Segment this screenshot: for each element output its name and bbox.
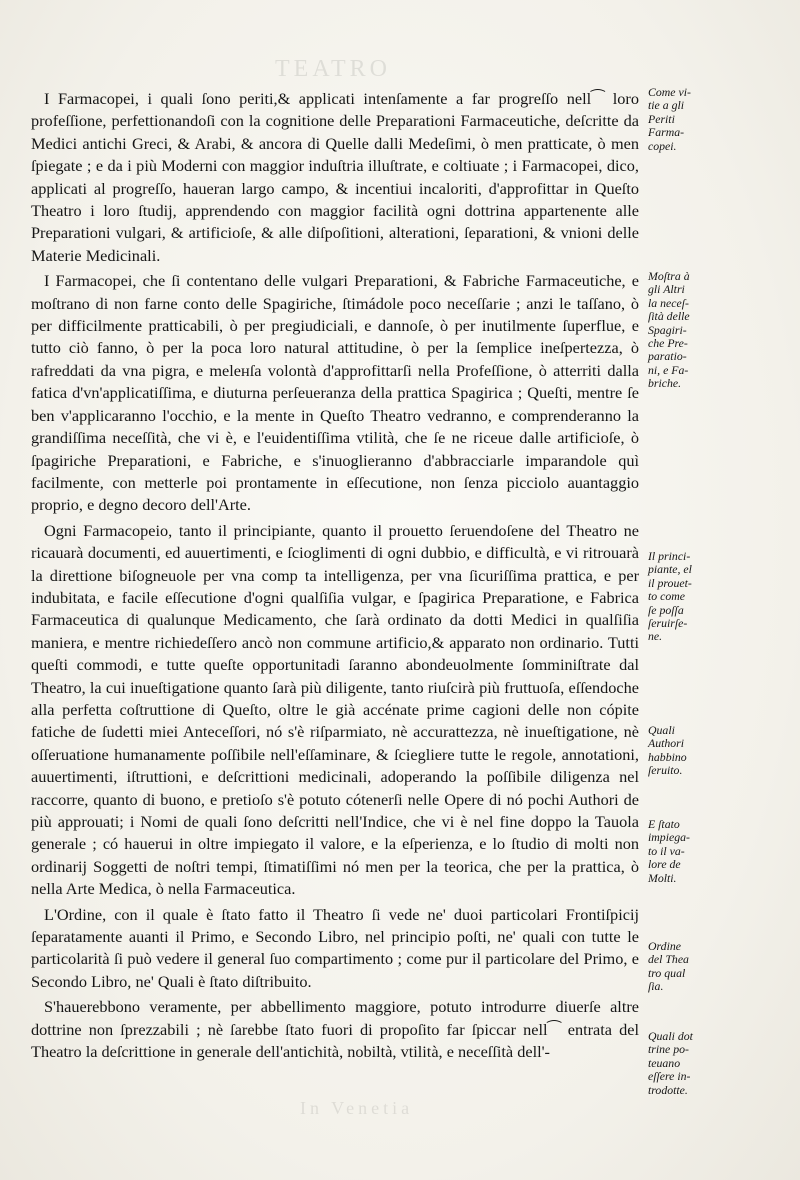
marginal-note-line: impiega- bbox=[648, 830, 690, 845]
marginal-note-line: Farma- bbox=[648, 125, 685, 140]
marginal-note-line: copei. bbox=[648, 138, 677, 153]
show-through-imprint: In Venetia bbox=[300, 1098, 414, 1118]
marginal-note-line: ni, e Fa- bbox=[648, 362, 689, 377]
marginal-note-line: to il va- bbox=[648, 843, 685, 858]
marginal-note-line: trine po- bbox=[648, 1042, 689, 1057]
paragraph-farmacopei-vulgari: I Farmacopei, che ſi contentano delle vulgari Preparationi, & Fabriche Farmaceutiche, e moſtrano di non farne conto delle Spagiriche, ſtimádole poco neceſſarie ; anzi le taſſano, ò per difficilmente pratticabili, ò per pregiudiciali, e dannoſe, ò per inutilmente ſuperflue, e tutto ciò fanno, ò per la poca loro natural attitudine, ò per la ſemplice ineſpertezza, ò rafreddati da vna pigra, e meleнſa volontà d'approfittarſi nella Profeſſione, ò atterriti dalla fatica d'vn'applicatiſſima, e diuturna perſeueranza della prattica Spagirica ; Queſti, mentre ſe ben v'applicaranno l'occhio, e la mente in Queſto Theatro vedranno, e comprenderanno la grandiſſima neceſſità, che vi è, e l'euidentiſſima vtilità, che ſe ne riceue dalle artificioſe, ò ſpagiriche Preparationi, e Fabriche, e s'inuoglieranno d'abbracciarle imparandole quì facilmente, con metterle poi prontamente in eſſecutione, non ſenza picciolo auantaggio proprio, e degno decoro dell'Arte. bbox=[31, 271, 639, 515]
marginal-note-line: tie a gli bbox=[648, 98, 685, 113]
marginal-note-dottrine bbox=[648, 1030, 710, 1097]
marginal-note-line: tro qual bbox=[648, 965, 686, 980]
marginal-note-line: Quali dot bbox=[648, 1029, 693, 1043]
marginal-note-line: Quali bbox=[648, 723, 675, 737]
show-through-title: TEATRO bbox=[275, 56, 391, 82]
paragraph-ogni-farmacopeio: Ogni Farmacopeio, tanto il principiante, quanto il prouetto ſeruendoſene del Theatro ne ricauarà documenti, ed auuertimenti, e ſcioglimenti di ogni dubbio, e difficultà, e vi ritrouarà la direttione biſogneuole per vna comp ta intelligenza, per vna ſicuriſſima prattica, e per indubitata, e facile eſſecutione d'ogni qualſiſia vulgar, e ſpagirica Preparatione, e Fabrica Farmaceutica di qualunque Medicamento, che ſarà ordinato da dotti Medici in qualſiſia maniera, e mentre richiedeſſero ancò non commune artificio,& apparato non ordinario. Tutti queſti commodi, e tutte queſte opportunitadi ſaranno abondeuolmente ſomminiſtrate dal Theatro, la cui inueſtigatione quanto ſarà più diligente, tanto riuſcirà più fruttuoſa, eſſendoche alla perfetta coſtruttione di Queſto, oltre le già accénate prime cagioni delle non cópite fatiche de ſudetti miei Anteceſſori, nó s'è riſparmiato, nè accurattezza, nè inueſtigatione, nè oſſeruatione humanamente poſſibile nell'eſſaminare, & ſciegliere tutte le regole, annotationi, auuertimenti, iſtruttioni, e deſcrittioni medicinali, adoperando la poſſibile diligenza nel raccorre, quanto di buono, e pretioſo s'è potuto cótenerſi nelle Opere di nó pochi Authori de più approuati; i Nomi de quali ſono deſcritti nell'Indice, che vi è nel fine doppo la Tauola generale ; có hauerui in oltre impiegato il valore, e la eſperienza, e lo ſtudio di molti non ordinarij Soggetti de noſtri tempi, ſtimatiſſimi nó men per la teorica, che per la prattica, ò nella Arte Medica, ò nella Farmaceutica. bbox=[31, 520, 639, 899]
marginal-note-line: teuano bbox=[648, 1055, 681, 1070]
marginal-note-periti bbox=[648, 86, 710, 153]
paragraph-dottrine: S'hauerebbono veramente, per abbellimento maggiore, potuto introdurre diuerſe altre dottrine non ſprezzabili ; nè ſarebbe ſtato fuori di propoſito far ſpiccar nell⁀ entrata del Theatro la deſcrittione in generale dell'antichità, nobiltà, vtilità, e neceſſità dell'- bbox=[31, 997, 639, 1062]
marginal-note-line: Ordine bbox=[648, 939, 681, 953]
marginal-note-line: ſità delle bbox=[648, 309, 690, 324]
marginal-note-line: ſia. bbox=[648, 979, 664, 994]
paragraph-ordine: L'Ordine, con il quale è ſtato fatto il Theatro ſi vede ne' duoi particolari Frontiſpicij ſeparatamente auanti il Primo, e Secondo Libro, nel principio poſti, ne' quali con tutte le particolarità ſi può vedere il general ſuo compartimento ; come pur il particolare del Primo, e Secondo Libro, ne' Quali è ſtato diſtribuito. bbox=[31, 904, 639, 991]
marginal-note-line: il prouet- bbox=[648, 575, 692, 590]
marginal-note-line: Come vi- bbox=[648, 85, 691, 99]
marginal-note-line: Molti. bbox=[648, 870, 677, 885]
marginal-note-line: briche. bbox=[648, 376, 682, 391]
marginal-note-authori bbox=[648, 724, 710, 778]
marginal-note-molti bbox=[648, 818, 710, 885]
marginal-note-principiante bbox=[648, 550, 710, 644]
marginal-note-line: ſeruirſe- bbox=[648, 616, 688, 631]
marginal-note-line: ne. bbox=[648, 629, 663, 644]
paragraph-farmacopei-periti: I Farmacopei, i quali ſono periti,& applicati intenſamente a far progreſſo nell⁀ loro profeſſione, perfettionandoſi con la cognitione delle Preparationi Farmaceutiche, deſcritte da Medici antichi Greci, & Arabi, & ancora di Quelle dalli Medeſimi, ò men pratticate, ò men ſpiegate ; e da i più Moderni con maggior induſtria illuſtrate, e coltiuate ; i Farmacopei, dico, applicati al progreſſo, haueran largo campo, & incentiui incaloriti, d'approfittar in Queſto Theatro i loro ſtudij, apprendendo con maggior facilità ogni dottrina appartenente alle Preparationi vulgari, & artificioſe, & alle diſpoſitioni, alterationi, ſeparationi, & vnioni delle Materie Medicinali. bbox=[31, 89, 639, 265]
marginal-note-line: Il princi- bbox=[648, 549, 691, 563]
marginal-note-line: to come bbox=[648, 589, 686, 604]
marginal-note-line: habbino bbox=[648, 749, 687, 764]
main-text-column bbox=[31, 88, 639, 1066]
marginal-note-line: Authori bbox=[648, 736, 685, 751]
marginal-note-line: trodotte. bbox=[648, 1082, 688, 1097]
marginal-note-ordine bbox=[648, 940, 710, 994]
marginal-note-line: gli Altri bbox=[648, 282, 685, 297]
marginal-note-line: eſſere in- bbox=[648, 1069, 691, 1084]
marginal-note-line: Moſtra à bbox=[648, 269, 690, 283]
marginal-note-line: lore de bbox=[648, 857, 681, 872]
marginal-note-line: che Pre- bbox=[648, 336, 688, 351]
marginal-note-line: Spagiri- bbox=[648, 322, 687, 337]
marginal-note-line: ſeruito. bbox=[648, 763, 683, 778]
marginal-note-altri bbox=[648, 270, 710, 391]
marginal-note-line: paratio- bbox=[648, 349, 687, 364]
marginal-note-line: del Thea bbox=[648, 952, 689, 967]
marginal-note-line: ſe poſſa bbox=[648, 602, 684, 617]
marginal-note-line: E ſtato bbox=[648, 817, 680, 831]
marginal-note-line: piante, el bbox=[648, 562, 692, 577]
marginal-note-line: Periti bbox=[648, 111, 675, 126]
marginal-note-line: la neceſ- bbox=[648, 295, 689, 310]
